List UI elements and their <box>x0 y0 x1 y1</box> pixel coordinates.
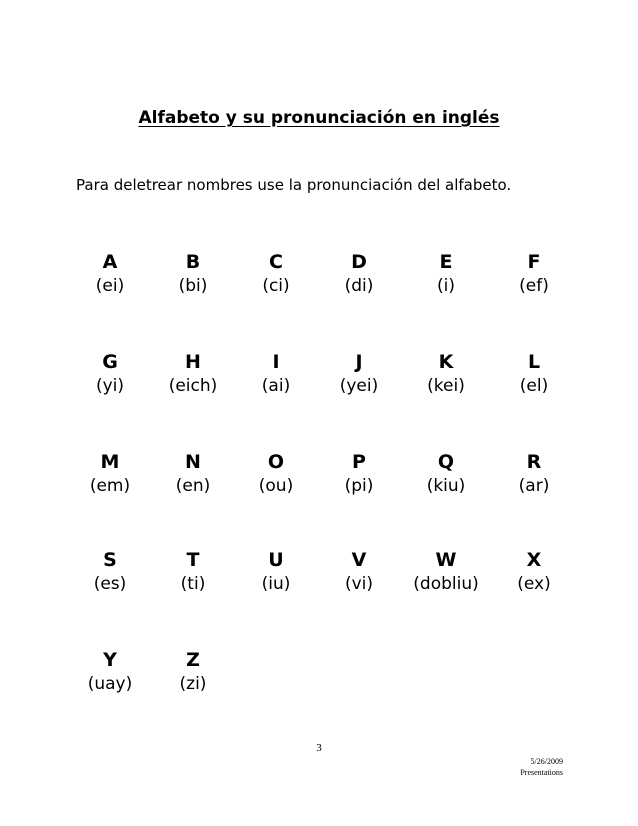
alphabet-letter: Q <box>437 451 455 473</box>
alphabet-letter: I <box>272 351 280 373</box>
alphabet-cell-r <box>484 450 584 498</box>
alphabet-letter: G <box>102 351 118 373</box>
alphabet-letter: H <box>185 351 201 373</box>
alphabet-letter: T <box>186 549 200 571</box>
alphabet-pronunciation: (di) <box>344 276 374 296</box>
alphabet-cell-d <box>309 250 409 298</box>
alphabet-letter: D <box>351 251 367 273</box>
alphabet-letter: M <box>100 451 120 473</box>
alphabet-cell-p <box>309 450 409 498</box>
intro-text: Para deletrear nombres use la pronunciación del alfabeto. <box>76 176 512 194</box>
alphabet-pronunciation: (yei) <box>339 376 379 396</box>
alphabet-pronunciation: (bi) <box>178 276 208 296</box>
alphabet-letter: N <box>185 451 201 473</box>
alphabet-letter: K <box>438 351 454 373</box>
alphabet-letter: V <box>351 549 367 571</box>
alphabet-cell-f <box>484 250 584 298</box>
alphabet-pronunciation: (dobliu) <box>413 574 479 594</box>
alphabet-letter: X <box>526 549 542 571</box>
alphabet-pronunciation: (yi) <box>95 376 125 396</box>
alphabet-letter: Y <box>103 649 117 671</box>
alphabet-letter: A <box>102 251 118 273</box>
alphabet-letter: O <box>267 451 285 473</box>
alphabet-cell-j <box>309 350 409 398</box>
alphabet-pronunciation: (ei) <box>95 276 125 296</box>
alphabet-pronunciation: (ef) <box>519 276 549 296</box>
alphabet-cell-w <box>396 548 496 596</box>
alphabet-cell-z <box>143 648 243 696</box>
page-title: Alfabeto y su pronunciación en inglés <box>138 108 500 128</box>
alphabet-letter: U <box>268 549 284 571</box>
alphabet-pronunciation: (eich) <box>168 376 218 396</box>
alphabet-pronunciation: (en) <box>175 476 211 496</box>
alphabet-cell-x <box>484 548 584 596</box>
alphabet-pronunciation: (em) <box>89 476 131 496</box>
alphabet-letter: L <box>527 351 541 373</box>
alphabet-letter: R <box>526 451 542 473</box>
alphabet-pronunciation: (ai) <box>261 376 291 396</box>
page-number: 3 <box>316 742 322 754</box>
alphabet-letter: P <box>352 451 366 473</box>
alphabet-pronunciation: (ar) <box>518 476 550 496</box>
alphabet-letter: J <box>355 351 363 373</box>
alphabet-pronunciation: (pi) <box>344 476 374 496</box>
alphabet-pronunciation: (uay) <box>87 674 133 694</box>
alphabet-pronunciation: (es) <box>93 574 127 594</box>
alphabet-cell-e <box>396 250 496 298</box>
alphabet-pronunciation: (vi) <box>344 574 374 594</box>
alphabet-letter: F <box>527 251 541 273</box>
alphabet-letter: B <box>185 251 201 273</box>
alphabet-cell-v <box>309 548 409 596</box>
alphabet-pronunciation: (ex) <box>517 574 551 594</box>
alphabet-cell-l <box>484 350 584 398</box>
alphabet-pronunciation: (iu) <box>261 574 291 594</box>
alphabet-pronunciation: (ti) <box>180 574 206 594</box>
alphabet-pronunciation: (zi) <box>179 674 207 694</box>
alphabet-pronunciation: (ci) <box>262 276 290 296</box>
alphabet-letter: W <box>435 549 457 571</box>
alphabet-pronunciation: (i) <box>437 276 455 296</box>
alphabet-pronunciation: (kei) <box>427 376 465 396</box>
alphabet-letter: E <box>439 251 453 273</box>
alphabet-pronunciation: (kiu) <box>426 476 466 496</box>
alphabet-cell-q <box>396 450 496 498</box>
alphabet-cell-k <box>396 350 496 398</box>
alphabet-pronunciation: (el) <box>519 376 549 396</box>
footer <box>520 756 563 778</box>
footer-label: Presentations <box>520 768 563 777</box>
alphabet-letter: C <box>269 251 283 273</box>
alphabet-letter: Z <box>186 649 200 671</box>
alphabet-letter: S <box>103 549 117 571</box>
footer-date: 5/26/2009 <box>530 757 563 766</box>
alphabet-pronunciation: (ou) <box>258 476 294 496</box>
